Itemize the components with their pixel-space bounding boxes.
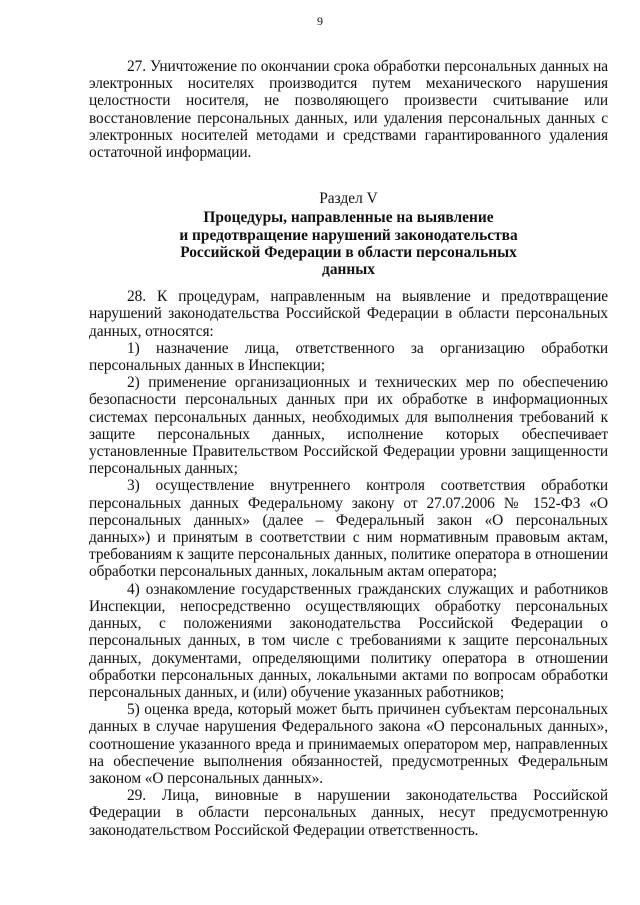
list-item: 5) оценка вреда, который может быть причинен субъектам персональных данных в случае нарушения Федерального закона «О персональных данных», соотношение указанного вреда и принимаемых оператором мер, направленных на обеспечение выполнения обязанностей, предусмотренных Федеральным законом «О персональных данных». (89, 701, 608, 787)
section-title-line: данных (322, 261, 375, 279)
list-item: 4) ознакомление государственных гражданских служащих и работников Инспекции, непосредственно осуществляющих обработку персональных данных, с положениями законодательства Российской Федерации о персональных данных, в том числе с требованиями к защите персональных данных, документами, определяющими политику оператора в отношении обработки персональных данных, локальными актами по вопросам обработки персональных данных, и (или) обучение указанных работников; (89, 580, 608, 701)
list-item: 2) применение организационных и технических мер по обеспечению безопасности персональных данных при их обработке в информационных системах персональных данных, необходимых для выполнения требований к защите персональных данных, исполнение которых обеспечивает установленные Правительством Российской Федерации уровни защищенности персональных данных; (89, 374, 608, 478)
paragraph-28: 28. К процедурам, направленным на выявление и предотвращение нарушений законодательства Российской Федерации в области персональных данных, относятся: (89, 288, 608, 340)
section-title-line: и предотвращение нарушений законодательства (179, 226, 518, 244)
document-body (89, 58, 608, 839)
list-item: 3) осуществление внутреннего контроля соответствия обработки персональных данных Федеральному закону от 27.07.2006 № 152-ФЗ «О персональных данных» (далее – Федеральный закон «О персональных данных») и принятым в соответствии с ним нормативным правовым актам, требованиям к защите персональных данных, политике оператора в отношении обработки персональных данных, локальным актам оператора; (89, 477, 608, 581)
section-title-line: Российской Федерации в области персональных (180, 243, 517, 261)
section-title (89, 209, 608, 278)
section-label: Раздел V (319, 190, 378, 208)
page-number: 9 (317, 14, 323, 28)
paragraph-29: 29. Лица, виновные в нарушении законодательства Российской Федерации в области персональных данных, несут предусмотренную законодательством Российской Федерации ответственность. (89, 787, 608, 839)
section-title-line: Процедуры, направленные на выявление (203, 209, 494, 227)
paragraph-27: 27. Уничтожение по окончании срока обработки персональных данных на электронных носителях производится путем механического нарушения целостности носителя, не позволяющего произвести считывание или восстановление персональных данных, или удаления персональных данных с электронных носителей методами и средствами гарантированного удаления остаточной информации. (89, 58, 608, 162)
list-item: 1) назначение лица, ответственного за организацию обработки персональных данных в Инспекции; (89, 339, 608, 375)
